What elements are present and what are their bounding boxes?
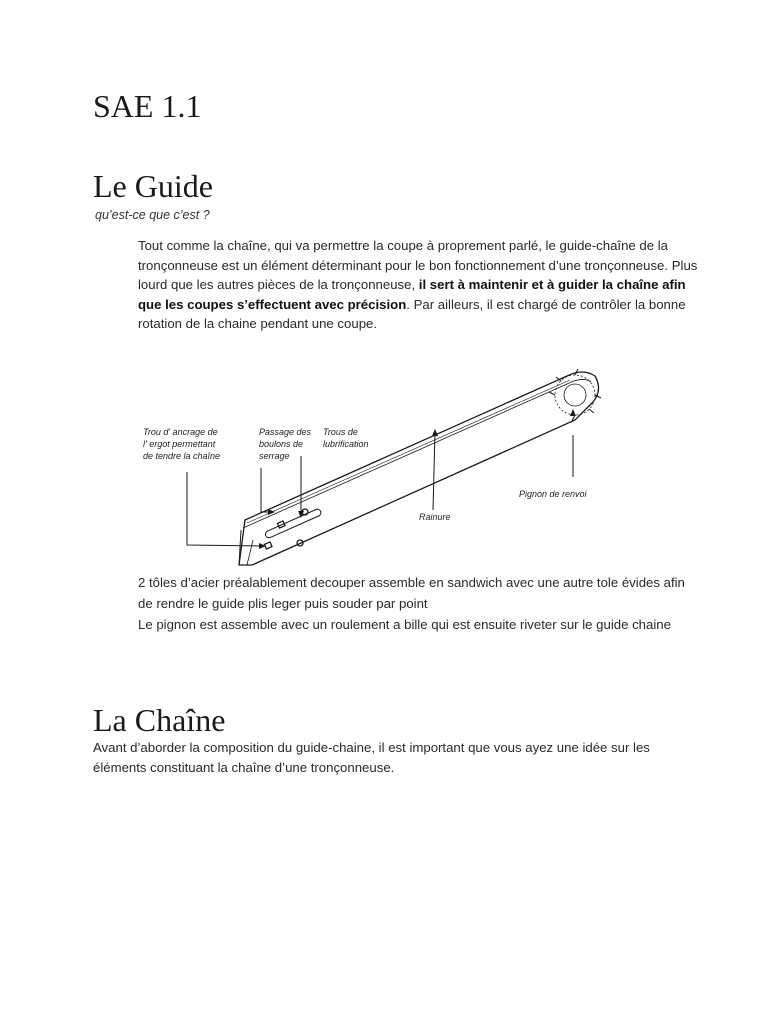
guide-intro-text-2: . Par ailleurs, il est chargé de contrôler la bonne rotation de la chaine pendant une coupe. <box>138 296 686 332</box>
guide-heading: Le Guide <box>93 168 213 204</box>
label-ancrage-3: de tendre la chaîne <box>143 451 221 461</box>
document-title: SAE 1.1 <box>93 88 202 124</box>
guide-bar-diagram <box>135 360 610 570</box>
label-ancrage-2: l' ergot permettant <box>143 439 216 449</box>
guide-bar-illustration <box>239 369 601 565</box>
chain-heading: La Chaîne <box>93 702 226 738</box>
guide-intro-bold: il sert à maintenir et à guider la chaîne afin que les coupes s’effectuent avec précision <box>138 277 686 312</box>
label-trous-2: lubrification <box>323 439 369 449</box>
guide-note-pignon: Le pignon est assemble avec un roulement a bille qui est ensuite riveter sur le guide chaine <box>138 617 671 632</box>
guide-notes <box>138 572 698 635</box>
guide-subtitle: qu’est-ce que c’est ? <box>95 208 210 222</box>
label-passage-1: Passage des <box>259 427 312 437</box>
label-rainure: Rainure <box>419 512 451 522</box>
guide-note-assembly: 2 tôles d’acier préalablement decouper assemble en sandwich avec une autre tole évides afin de rendre le guide plis leger puis souder par point <box>138 575 685 611</box>
label-pignon: Pignon de renvoi <box>519 489 587 499</box>
label-passage-2: boulons de <box>259 439 304 449</box>
label-ancrage-1: Trou d' ancrage de <box>143 427 218 437</box>
guide-intro-text-1: Tout comme la chaîne, qui va permettre la coupe à proprement parlé, le guide-chaîne de la tronçonneuse est un élément déterminant pour le bon fonctionnement d’une tronçonneuse. Plus lourd que les autres pièces de la tronçonneuse, <box>138 238 698 293</box>
chain-intro-paragraph: Avant d’aborder la composition du guide-chaine, il est important que vous ayez une idée sur les éléments constituant la chaîne d’une tronçonneuse. <box>93 740 650 775</box>
label-passage-3: serrage <box>259 451 290 461</box>
label-trous-1: Trous de <box>323 427 358 437</box>
guide-intro-paragraph <box>138 236 698 334</box>
